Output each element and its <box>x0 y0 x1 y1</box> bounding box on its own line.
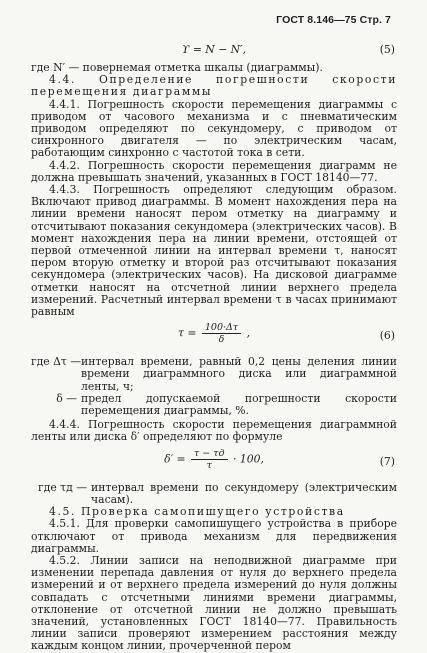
definitions-6 <box>31 356 397 417</box>
paragraph-4-5-2: 4.5.2. Линии записи на неподвижной диаграмме при изменении перепада давления от нуля до верхнего предела измерений и от верхнего предела измерений до нуля должны совпадать с отсчетными линиями времени диаграммы, отклонение от отсчетной линии не должно превышать значений, установленных ГОСТ 18140—77. Правильность линии записи проверяют измерением расстояния между каждым концом линии, прочерченной пером <box>31 553 397 653</box>
definition-term: где τд — <box>38 480 87 494</box>
page-header: ГОСТ 8.146—75 Стр. 7 <box>276 14 391 26</box>
section-4-4-title: 4.4. Определение погрешности скорости перемещения диаграммы <box>31 73 397 99</box>
equation-7-tail: · 100, <box>232 452 264 466</box>
equation-7-lhs: δ′ = <box>164 452 186 466</box>
equation-5-number: (5) <box>379 43 395 56</box>
equation-6-denominator: δ <box>218 334 225 346</box>
equation-6-tail: , <box>246 326 251 340</box>
definition-desc: предел допускаемой погрешности скорости перемещения диаграммы, %. <box>81 391 397 418</box>
paragraph-4-4-4: 4.4.4. Погрешность скорости перемещения диаграммной ленты или диска δ′ определяют по формуле <box>31 418 397 444</box>
equation-5 <box>31 40 397 62</box>
document-body <box>31 40 397 653</box>
definition-row <box>31 356 397 393</box>
definition-7 <box>31 482 397 506</box>
definition-term: δ — <box>56 391 77 405</box>
equation-6-number: (6) <box>379 329 395 343</box>
equation-5-formula: ϒ = N − N′, <box>181 43 246 56</box>
definition-term: где Δτ — <box>31 355 82 369</box>
definition-row <box>31 393 397 417</box>
equation-6 <box>31 322 397 352</box>
equation-7 <box>31 448 397 478</box>
where-clause-5: где N′ — повернемая отметка шкалы (диаграммы). <box>31 61 323 74</box>
section-4-5-title: 4.5. Проверка самопишущего устройства <box>49 505 345 519</box>
equation-7-denominator: τ <box>206 459 212 471</box>
paragraph-4-5-1: 4.5.1. Для проверки самопишущего устройства в приборе отключают от привода механизм для передвижения диаграммы. <box>31 517 397 555</box>
equation-7-numerator: τ − τд <box>191 448 228 460</box>
equation-7-fraction <box>191 448 228 471</box>
equation-7-number: (7) <box>379 454 395 468</box>
equation-6-numerator: 100·Δτ <box>202 322 241 334</box>
paragraph-4-4-3: 4.4.3. Погрешность определяют следующим образом. Включают привод диаграммы. В момент нахождения пера на линии времени наносят пером отметку на диаграмму и отсчитывают показания секундомера (электрических часов). В момент нахождения пера на линии времени, отстоящей от первой отмеченной линии на интервал времени τ, наносят пером вторую отметку и второй раз отсчитывают показания секундомера (электрических часов). На дисковой диаграмме отметки наносят на отсчетной линии верхнего предела измерений. Расчетный интервал времени τ в часах принимают равным <box>31 183 397 319</box>
definition-desc: интервал времени по секундомеру (электрическим часам). <box>91 480 397 506</box>
equation-6-fraction <box>202 322 241 345</box>
paragraph-4-4-2: 4.4.2. Погрешность скорости перемещения диаграмм не должна превышать значений, указанных в ГОСТ 18140—77. <box>31 158 397 184</box>
paragraph-4-4-1: 4.4.1. Погрешность скорости перемещения диаграммы с приводом от часового механизма и с пневматическим приводом определяют по секундомеру, с приводом от синхронного двигателя — по электрическим часам, работающим синхронно с частотой тока в сети. <box>31 97 397 160</box>
definition-desc: интервал времени, равный 0,2 цены деления линии времени диаграммного диска или диаграммной ленты, ч; <box>81 355 397 393</box>
equation-6-lhs: τ = <box>177 326 197 340</box>
